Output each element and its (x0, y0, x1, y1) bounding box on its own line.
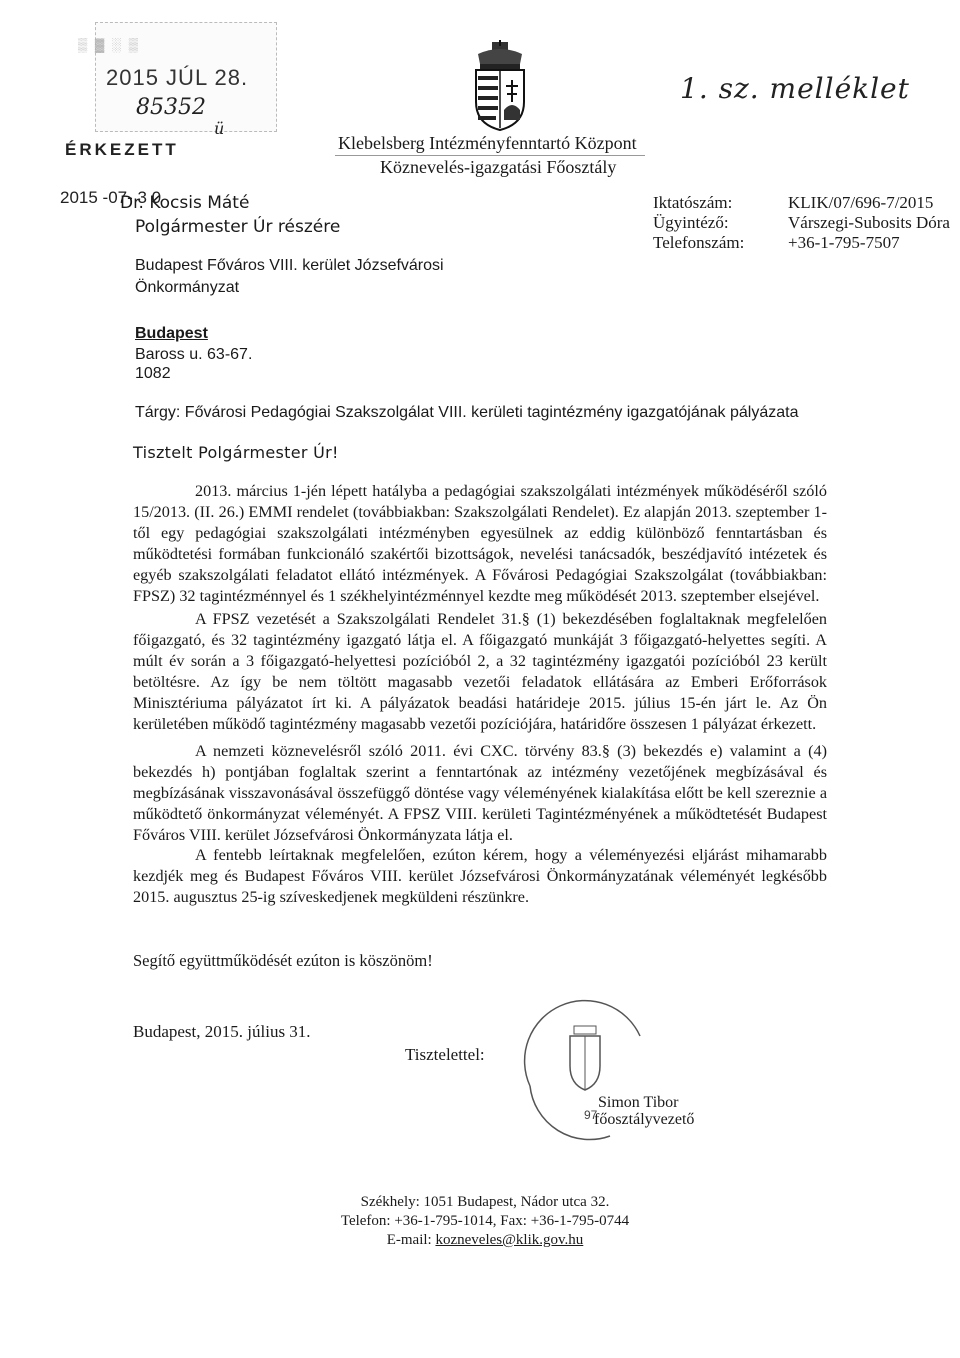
stamp-number-97: 97 (584, 1108, 598, 1122)
body-paragraph-4: A fentebb leírtaknak megfelelően, ezúton kérem, hogy a véleményezési eljárást mihamarabb kezdjék meg és Budapest Főváros VIII. kerület Józsefvárosi Önkormányzatának véleményét legkésőbb 2015. augusztus 25-ig szíveskedjenek megküldeni részünkre. (133, 846, 827, 907)
stamp-date: 2015 JÚL 28. (106, 65, 249, 90)
stamp-received-date: 2015 -07- 3 0 (60, 188, 162, 207)
iktato-label: Iktatószám: (653, 193, 733, 212)
sender-dept: Köznevelés-igazgatási Főosztály (380, 157, 617, 177)
signatory-name: Simon Tibor (598, 1094, 679, 1111)
body-paragraph-2b: Az így be nem töltött magasabb vezetői feladatok ellátására az Emberi Erőforrások Minisztériuma pályázatot írt ki. A pályázatok beadási határideje 2015. július 15-én járt le. Az Ön kerületében működő tagintézmény magasabb vezetői pozíciójára, határidőre összesen 1 pályázat érkezett. (133, 673, 828, 733)
recipient-street: Baross u. 63-67. (135, 346, 253, 363)
footer-phone: Telefon: +36-1-795-1014, Fax: +36-1-795-0744 (340, 1213, 630, 1229)
telefon-label: Telefonszám: (653, 233, 745, 252)
recipient-zip: 1082 (135, 365, 171, 382)
subject-line: Tárgy: Fővárosi Pedagógiai Szakszolgálat VIII. kerületi tagintézmény igazgatójának pályázata (135, 404, 799, 421)
recipient-city: Budapest (135, 325, 208, 342)
body-paragraph-3: A nemzeti köznevelésről szóló 2011. évi CXC. törvény 83.§ (3) bekezdés e) valamint a (4) bekezdés h) pontjában foglaltak szerint a fenntartónak az intézmény vezetőjének megbízásával és megbízásának visszavonásával összefüggő döntése vagy véleményének kialakítása előtt be kell szereznie a működtető önkormányzat véleményét. A FPSZ VIII. kerületi Tagintézményének a működtetését Budapest Főváros VIII. kerület Józsefvárosi Önkormányzata látja el. (133, 741, 827, 844)
recipient-office-line1: Budapest Főváros VIII. kerület Józsefvárosi (135, 257, 444, 274)
body-paragraph-2 (133, 609, 827, 734)
annotation-attachment: 1. sz. melléklet (680, 72, 910, 105)
ugyintezo-value: Várszegi-Subosits Dóra (788, 213, 950, 232)
ugyintezo-label: Ügyintéző: (653, 213, 729, 232)
recipient-title: Polgármester Úr részére (135, 217, 341, 237)
received-stamp (78, 22, 277, 138)
signatory-role: főosztályvezető (594, 1111, 695, 1128)
stamp-number: 85352 (136, 95, 206, 120)
sender-org: Klebelsberg Intézményfenntartó Központ (338, 133, 637, 153)
footer (315, 1193, 655, 1250)
footer-address: Székhely: 1051 Budapest, Nádor utca 32. (360, 1194, 610, 1210)
letter-body (133, 481, 827, 908)
body-paragraph-1: 2013. március 1-jén lépett hatályba a pedagógiai szakszolgálati intézmények működéséről szóló 15/2013. (II. 26.) EMMI rendelet (továbbiakban: Szakszolgálati Rendelet). Ez alapján 2013. szeptember 1-től egy pedagógiai szakszolgálati intézményben egyesülnek az eddig különböző fenntartásban és működtetési formában funkcionáló szakértői bizottságok, nevelési tanácsadók, beszédjavító intézetek és egyéb szakszolgálati feladatot ellátó intézmények. A Fővárosi Pedagógiai Szakszolgálat (továbbiakban: FPSZ) 32 tagintézménnyel és 1 székhelyintézménnyel kezdte meg működését 2013. szeptember elsejével. (133, 482, 827, 605)
place-date: Budapest, 2015. július 31. (133, 1022, 311, 1041)
recipient-name: Dr. Kocsis Máté (120, 193, 250, 213)
salutation: Tisztelt Polgármester Úr! (133, 443, 339, 462)
telefon-value: +36-1-795-7507 (788, 233, 900, 252)
stamp-mark: ü (214, 119, 225, 138)
regards: Tisztelettel: (405, 1045, 485, 1064)
closing-line: Segítő együttműködését ezúton is köszönöm! (133, 951, 433, 970)
coat-of-arms-icon (470, 40, 530, 132)
iktato-value: KLIK/07/696-7/2015 (788, 193, 934, 212)
footer-email-link[interactable]: kozneveles@klik.gov.hu (435, 1232, 584, 1248)
stamp-header-faded: ▒ ▓ ░ ▒ (78, 37, 140, 52)
body-paragraph-2a: A FPSZ vezetését a Szakszolgálati Rendelet 31.§ (1) bekezdésében foglaltaknak megfelelően főigazgató, és 32 tagintézmény igazgató látja el. A főigazgató munkáját 3 főigazgató-helyettes segíti. A múlt év során a 3 főigazgató-helyettesi pozícióból 2, a 32 tagintézmény igazgatói pozícióból 23 került betöltésre. (133, 610, 827, 692)
footer-email-label: E-mail: (386, 1232, 436, 1248)
footer-email-line (315, 1231, 655, 1250)
stamp-received-label: ÉRKEZETT (65, 140, 179, 159)
recipient-office-line2: Önkormányzat (135, 279, 240, 296)
header-divider (335, 155, 645, 156)
